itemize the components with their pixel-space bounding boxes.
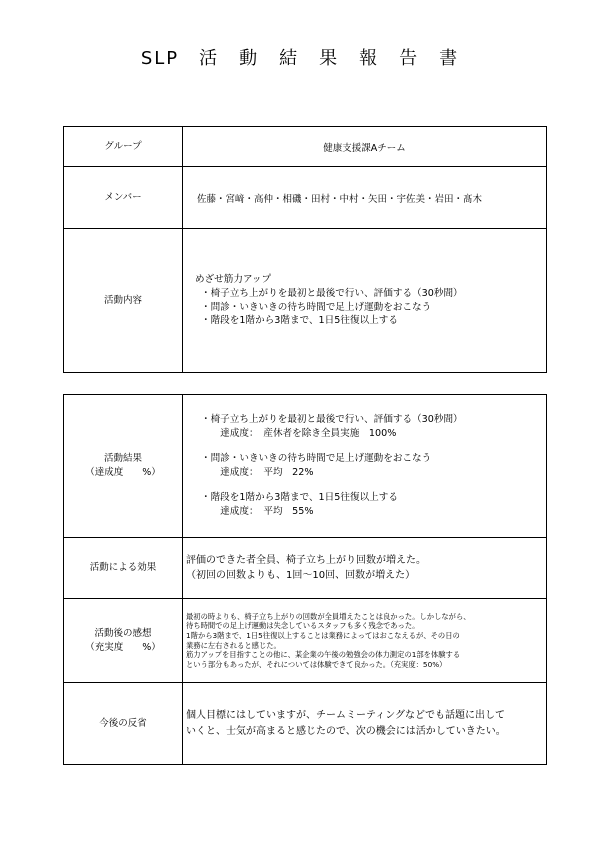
group-label: グループ [64, 127, 183, 167]
effect-line: （初回の回数よりも、1回～10回、回数が増えた） [186, 570, 416, 581]
impression-label-rate: （充実度 %） [85, 641, 161, 653]
page-title: SLP 活 動 結 果 報 告 書 [140, 48, 460, 69]
impression-line: という部分もあったが、それについては体験できて良かった。（充実度：50%） [186, 659, 447, 669]
activity-heading: めざせ筋力アップ [195, 273, 272, 285]
report-table [63, 394, 547, 765]
effect-label: 活動による効果 [64, 538, 183, 599]
results-label-rate: （達成度 %） [85, 467, 161, 478]
impression-line: 待ち時間での足上げ運動は失念しているスタッフも多く残念であった。 [186, 621, 420, 631]
effect-content [183, 538, 547, 599]
activity-item: ・階段を1階から3階まで、1日5往復以上する [201, 315, 398, 327]
members-label: メンバー [64, 167, 183, 229]
members-value: 佐藤・宮﨑・高仲・相磯・田村・中村・矢田・宇佐美・岩田・髙木 [183, 167, 547, 229]
effect-line: 評価のできた者全員、椅子立ち上がり回数が増えた。 [186, 554, 426, 566]
group-row [64, 127, 547, 167]
activity-row [64, 229, 547, 373]
result-item: ・階段を1階から3階まで、1日5往復以上する [201, 491, 398, 503]
impression-content [183, 599, 547, 683]
reflection-line: 個人目標にはしていますが、チームミーティングなどでも話題に出して [186, 710, 505, 721]
result-rate: 達成度： 平均 22% [201, 467, 314, 478]
reflection-line: いくと、士気が高まると感じたので、次の機会には活かしていきたい。 [186, 725, 506, 737]
activity-item: ・椅子立ち上がりを最初と最後で行い、評価する（30秒間） [201, 287, 463, 299]
members-row [64, 167, 547, 229]
summary-table [63, 126, 547, 373]
impression-line: 筋力アップを目指すことの他に、某企業の午後の勉強会の体力測定の1部を体験する [186, 650, 461, 660]
results-content [183, 395, 547, 538]
activity-label: 活動内容 [64, 229, 183, 373]
activity-content [183, 229, 547, 373]
result-rate: 達成度： 平均 55% [201, 505, 314, 517]
result-rate: 達成度： 産休者を除き全員実施 100% [201, 428, 397, 440]
group-value: 健康支援課Aチーム [183, 127, 547, 167]
impression-line: 1階から3階まで、1日5往復以上することは業務によってはおこなえるが、その日の [186, 630, 460, 640]
reflection-label: 今後の反省 [64, 683, 183, 765]
reflection-row [64, 683, 547, 765]
results-label [64, 395, 183, 538]
result-item: ・椅子立ち上がりを最初と最後で行い、評価する（30秒間） [201, 414, 463, 426]
impression-label [64, 599, 183, 683]
impression-line: 最初の時よりも、椅子立ち上がりの回数が全員増えたことは良かった。しかしながら、 [186, 611, 471, 621]
impression-line: 業務に左右されると感じた。 [186, 640, 281, 650]
results-label-title: 活動結果 [103, 453, 142, 465]
result-item: ・問診・いきいきの待ち時間で足上げ運動をおこなう [201, 453, 432, 465]
results-row [64, 395, 547, 538]
reflection-content [183, 683, 547, 765]
impression-label-title: 活動後の感想 [94, 627, 152, 639]
effect-row [64, 538, 547, 599]
impression-row [64, 599, 547, 683]
activity-item: ・問診・いきいきの待ち時間で足上げ運動をおこなう [201, 301, 432, 313]
